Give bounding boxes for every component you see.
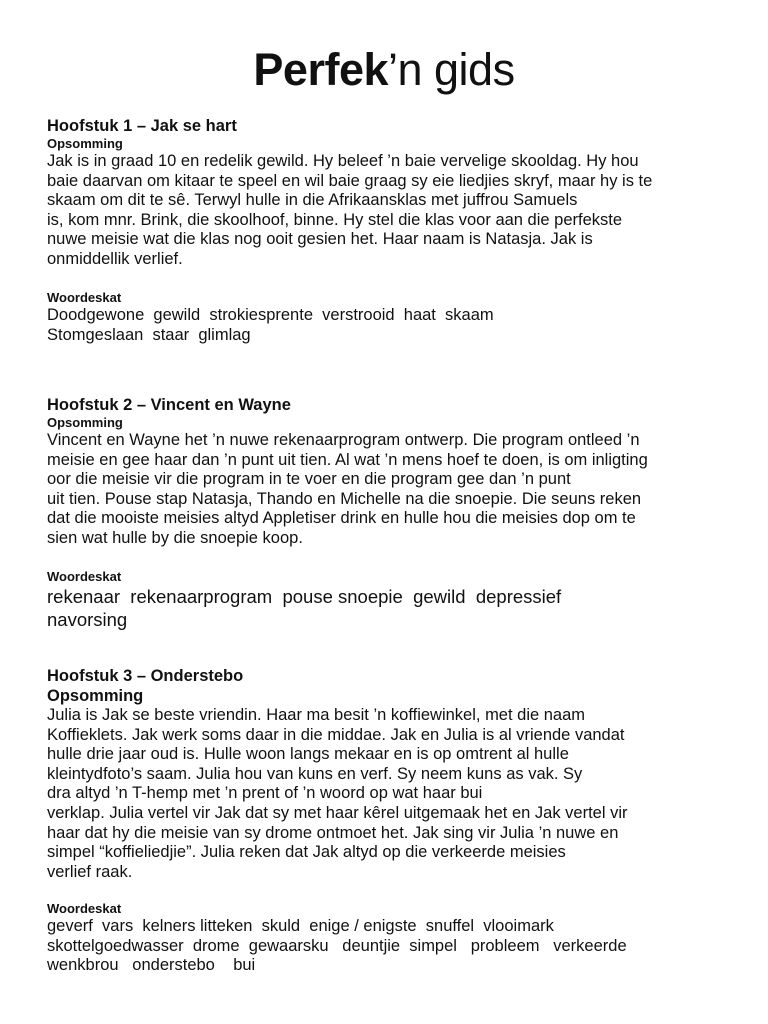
chapter-2 bbox=[47, 395, 747, 549]
title-bold-part: Perfek bbox=[253, 44, 388, 95]
vocabulary-line: Stomgeslaan staar glimlag bbox=[47, 325, 251, 344]
summary-line: kleintydfoto’s saam. Julia hou van kuns en verf. Sy neem kuns as vak. Sy bbox=[47, 764, 583, 783]
summary-line: Julia is Jak se beste vriendin. Haar ma besit ’n koffiewinkel, met die naam bbox=[47, 706, 586, 724]
chapter-2-vocabulary bbox=[47, 569, 747, 631]
summary-line: Koffieklets. Jak werk soms daar in die middae. Jak en Julia is al vriende vandat bbox=[47, 725, 625, 744]
vocabulary-label: Woordeskat bbox=[47, 290, 122, 305]
summary-line: dat die mooiste meisies altyd Appletiser drink en hulle hou die meisies dop om te bbox=[47, 509, 636, 528]
chapter-1-vocabulary bbox=[47, 290, 747, 345]
summary-line: baie daarvan om kitaar te speel en wil baie graag sy eie liedjies skryf, maar hy is te bbox=[47, 171, 653, 190]
summary-line: hulle drie jaar oud is. Hulle woon langs mekaar en is op omtrent al hulle bbox=[47, 745, 569, 764]
chapter-3-vocabulary bbox=[47, 901, 747, 976]
summary-line: Vincent en Wayne het ’n nuwe rekenaarprogram ontwerp. Die program ontleed ’n bbox=[47, 431, 640, 449]
chapter-1 bbox=[47, 116, 747, 270]
title-rest-part: ’n gids bbox=[388, 44, 515, 95]
summary-text bbox=[47, 431, 747, 549]
chapter-3 bbox=[47, 666, 747, 882]
summary-line: sien wat hulle by die snoepie koop. bbox=[47, 528, 303, 547]
summary-line: oor die meisie vir die program in te voer en die program gee dan ’n punt bbox=[47, 470, 571, 489]
chapter-heading: Hoofstuk 2 – Vincent en Wayne bbox=[47, 396, 291, 414]
summary-line: simpel “koffieliedjie”. Julia reken dat Jak altyd op die verkeerde meisies bbox=[47, 843, 566, 862]
summary-line: Jak is in graad 10 en redelik gewild. Hy beleef ’n baie vervelige skooldag. Hy hou bbox=[47, 152, 639, 170]
summary-label: Opsomming bbox=[47, 136, 123, 151]
summary-line: onmiddellik verlief. bbox=[47, 249, 183, 268]
summary-label: Opsomming bbox=[47, 415, 123, 430]
summary-text bbox=[47, 152, 747, 270]
chapter-heading: Hoofstuk 1 – Jak se hart bbox=[47, 117, 237, 135]
document-title bbox=[0, 40, 768, 100]
vocabulary-line: rekenaar rekenaarprogram pouse snoepie gewild depressief bbox=[47, 586, 562, 607]
vocabulary-label: Woordeskat bbox=[47, 569, 122, 584]
summary-line: dra altyd ’n T-hemp met ’n prent of ’n woord op wat haar bui bbox=[47, 784, 483, 803]
vocabulary-line: wenkbrou onderstebo bui bbox=[47, 956, 256, 975]
chapter-heading: Hoofstuk 3 – Onderstebo bbox=[47, 667, 244, 685]
summary-label: Opsomming bbox=[47, 687, 144, 705]
summary-line: haar dat hy die meisie van sy drome ontmoet het. Jak sing vir Julia ’n nuwe en bbox=[47, 823, 619, 842]
summary-line: nuwe meisie wat die klas nog ooit gesien het. Haar naam is Natasja. Jak is bbox=[47, 230, 593, 249]
summary-line: verklap. Julia vertel vir Jak dat sy met haar kêrel uitgemaak het en Jak vertel vir bbox=[47, 803, 628, 822]
vocabulary-line: navorsing bbox=[47, 609, 128, 630]
vocabulary-line: geverf vars kelners litteken skuld enige / enigste snuffel vlooimark bbox=[47, 917, 554, 935]
summary-line: meisie en gee haar dan ’n punt uit tien. Al wat ’n mens hoef te doen, is om inligting bbox=[47, 450, 648, 469]
summary-line: is, kom mnr. Brink, die skoolhoof, binne. Hy stel die klas voor aan die perfekste bbox=[47, 210, 623, 229]
summary-line: skaam om dit te sê. Terwyl hulle in die Afrikaansklas met juffrou Samuels bbox=[47, 191, 578, 210]
summary-text bbox=[47, 706, 747, 882]
vocabulary-line: Doodgewone gewild strokiesprente verstrooid haat skaam bbox=[47, 306, 494, 324]
summary-line: verlief raak. bbox=[47, 862, 133, 881]
vocabulary-line: skottelgoedwasser drome gewaarsku deuntjie simpel probleem verkeerde bbox=[47, 936, 627, 955]
vocabulary-label: Woordeskat bbox=[47, 901, 122, 916]
summary-line: uit tien. Pouse stap Natasja, Thando en Michelle na die snoepie. Die seuns reken bbox=[47, 489, 642, 508]
